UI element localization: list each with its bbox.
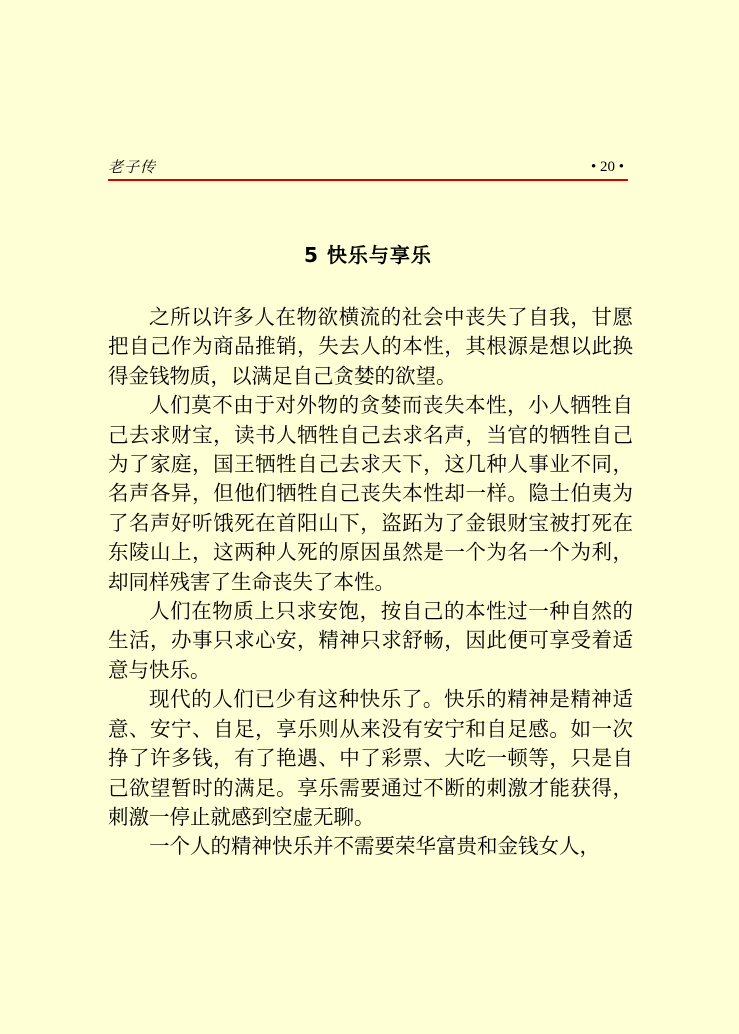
paragraph: 之所以许多人在物欲横流的社会中丧失了自我，甘愿把自己作为商品推销，失去人的本性，其根源是想以此换得金钱物质，以满足自己贪婪的欲望。 [108,305,633,388]
page-number: • 20 • [590,159,624,175]
paragraph: 现代的人们已少有这种快乐了。快乐的精神是精神适意、安宁、自足，享乐则从来没有安宁和自足感。如一次挣了许多钱，有了艳遇、中了彩票、大吃一顿等，只是自己欲望暂时的满足。享乐需要通过不断的刺激才能获得，刺激一停止就感到空虚无聊。 [108,687,633,829]
running-header [108,155,628,181]
body-text [108,303,633,862]
paragraph: 一个人的精神快乐并不需要荣华富贵和金钱女人， [149,834,600,859]
chapter-title: 5 快乐与享乐 [304,243,432,267]
book-title: 老子传 [108,158,157,176]
paragraph: 人们莫不由于对外物的贪婪而丧失本性，小人牺牲自己去求财宝，读书人牺牲自己去求名声，当官的牺牲自己为了家庭，国王牺牲自己去求天下，这几种人事业不同，名声各异，但他们牺牲自己丧失本性却一样。隐士伯夷为了名声好听饿死在首阳山下，盗跖为了金银财宝被打死在东陵山上，这两种人死的原因虽然是一个为名一个为利，却同样残害了生命丧失了本性。 [108,393,633,594]
paragraph: 人们在物质上只求安饱，按自己的本性过一种自然的生活，办事只求心安，精神只求舒畅，因此便可享受着适意与快乐。 [108,599,633,682]
header-rule [108,179,628,181]
